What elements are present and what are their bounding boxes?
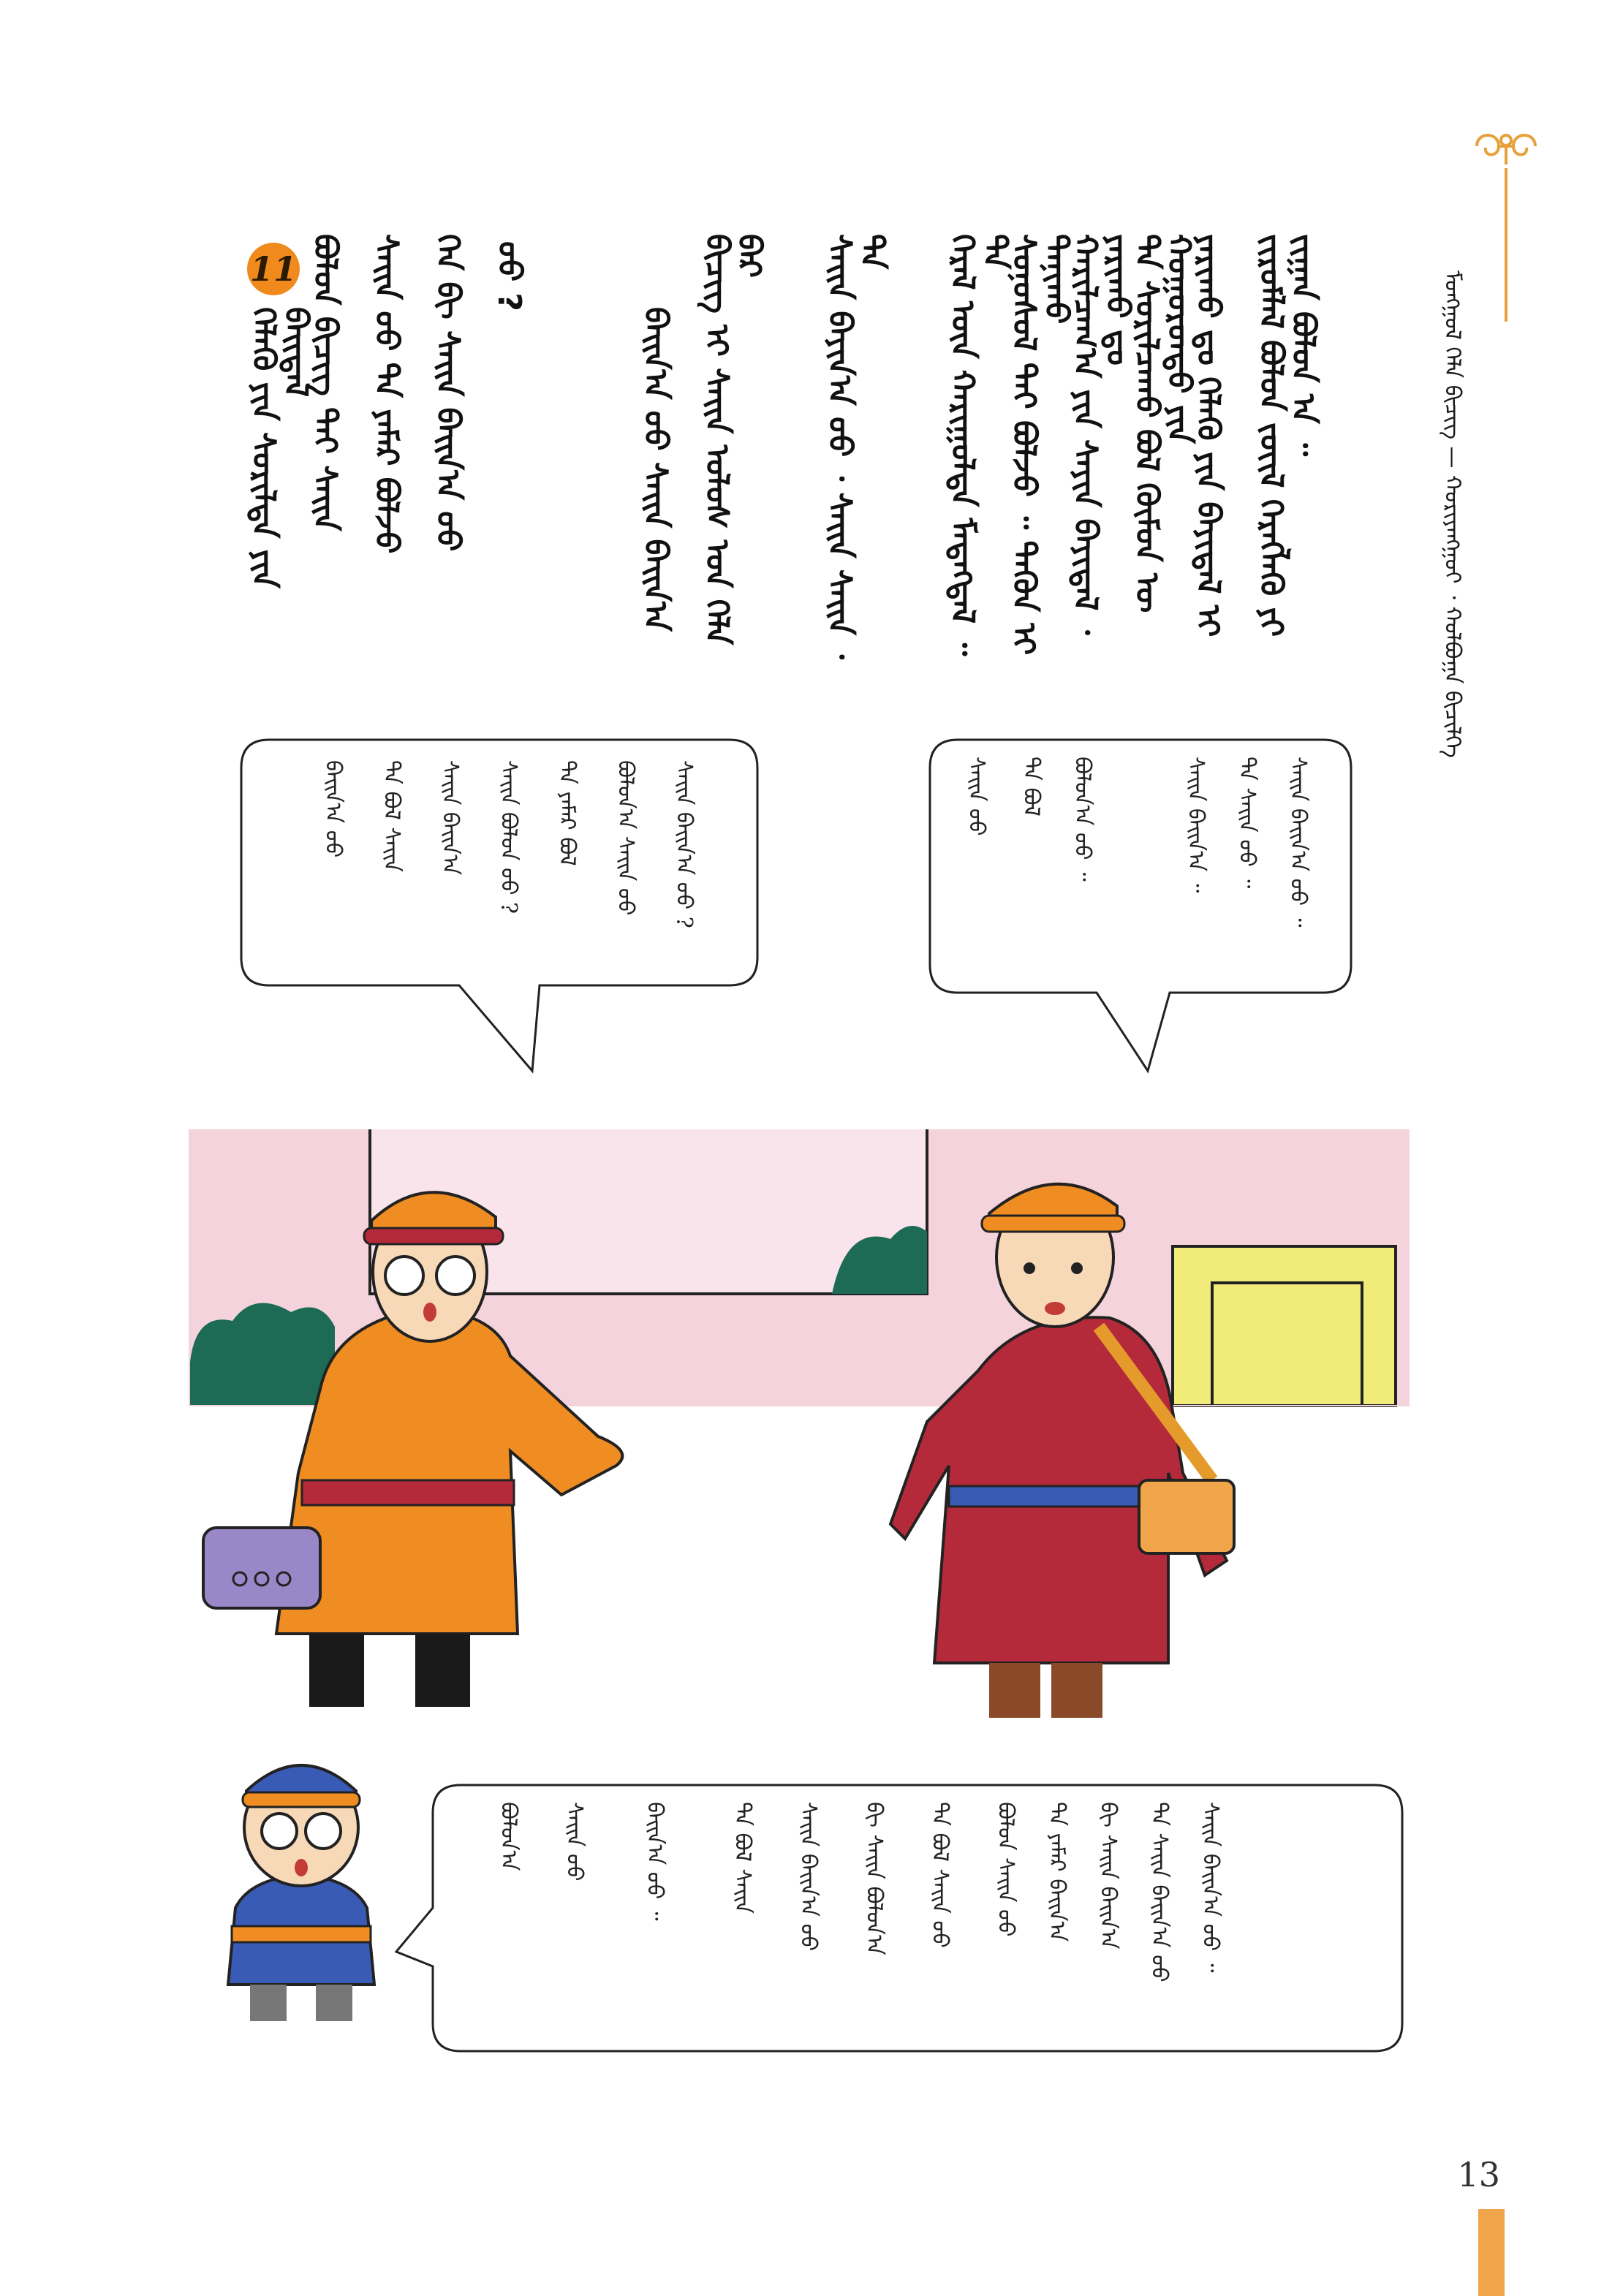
body-column: ᠭᠡᠷᠡᠯ ᠦᠨ ᠬᠠᠷᠢᠭᠤᠯᠲᠠ ᠮᠡᠳᠡᠭᠳᠡᠯ ᠃ ᠲᠠ xyxy=(944,234,1013,656)
bubble-column: ᠰᠠᠢᠨ ᠤᠤ xyxy=(964,757,989,836)
bubble-column: ᠪᠣᠯᠤᠨ᠎ᠠ xyxy=(496,1802,521,1871)
bubble-column: ᠰᠠᠢᠨ ᠪᠠᠢᠨ᠎ᠠ ᠤᠤ ᠃ xyxy=(1198,1802,1223,1973)
bubble-column: ᠲᠠ ᠰᠠᠢᠨ ᠪᠠᠢᠨ᠎ᠠ ᠤᠤ xyxy=(1146,1802,1172,1982)
question-column: ᠰᠠᠢᠨ ᠤᠤ ᠲᠠ ᠶᠠᠮᠠᠷ ᠪᠣᠯᠵᠤ xyxy=(368,234,405,554)
body-column: ᠰᠠᠢᠨ ᠪᠠᠶᠢᠨ᠎ᠠ ᠤᠤ ᠂ ᠰᠠᠢᠨ ᠰᠠᠢᠨ ᠂ ᠲᠠ xyxy=(821,234,890,660)
question-column: ᠤᠤ ? xyxy=(491,241,528,311)
bubble-column: ᠲᠠ ᠪᠣᠯ ᠰᠠᠢᠨ ᠤᠤ xyxy=(927,1802,953,1948)
header-vertical-rule xyxy=(1505,168,1507,322)
body-column: ᠰᠣᠨᠤᠰᠤᠯ ᠲᠠᠢ ᠪᠣᠯᠵᠤ ᠃ ᠲᠡᠭᠦᠨ ᠢ ᠲᠠᠨᠢᠬᠤ xyxy=(1005,234,1075,656)
boy-blue-robe xyxy=(206,1740,396,2039)
bubble-column: ᠲᠠ ᠪᠣᠯ xyxy=(1018,757,1044,817)
bubble-column: ᠪᠠᠢᠨ᠎ᠠ ᠤᠤ ᠃ xyxy=(642,1802,667,1921)
bubble-column: ᠰᠠᠢᠨ ᠤᠤ xyxy=(561,1802,587,1882)
bubble-column: ᠲᠠ ᠪᠣᠯ ᠰᠠᠢᠨ xyxy=(379,760,404,872)
bubble-column: ᠰᠠᠢᠨ ᠪᠠᠢᠨ᠎ᠠ xyxy=(437,760,463,876)
speech-bubble-bottom xyxy=(395,1784,1404,2054)
body-column: ᠵᠢᠷᠤᠮᠯᠠᠯ ᠪᠣᠯᠤᠨ ᠵᠦᠢᠯ ᠬᠡᠷᠡᠭᠯᠡᠬᠦ ᠶᠢ ᠵᠢᠭᠠᠨ ᠪᠣᠯᠣᠨ ᠠ ᠃ xyxy=(1252,234,1322,637)
bubble-column: ᠰᠠᠢᠨ ᠪᠠᠢᠨ᠎ᠠ ᠤᠤ ? xyxy=(671,760,697,928)
bubble-column: ᠪᠣᠯᠤᠨ ᠰᠠᠢᠨ ᠤᠤ xyxy=(993,1802,1018,1937)
bubble-column: ᠲᠠ ᠶᠠᠮᠠᠷ ᠪᠠᠢᠨ᠎ᠠ xyxy=(1044,1802,1070,1942)
body-column: ᠪᠠᠢᠨ᠎ᠠ ᠤᠤ ᠰᠠᠢᠨ ᠪᠠᠢᠨ᠎ᠠ xyxy=(637,307,674,632)
bubble-column: ᠪᠠᠢᠨ᠎ᠠ ᠤᠤ xyxy=(320,760,346,858)
bubble-column: ᠪᠣᠯᠤᠨ᠎ᠠ ᠰᠠᠢᠨ ᠤᠤ xyxy=(613,760,638,916)
bubble-column: ᠪᠢ ᠰᠠᠢᠨ ᠪᠠᠢᠨ᠎ᠠ xyxy=(1095,1802,1121,1950)
page-number: 13 xyxy=(1457,2155,1500,2194)
bubble-column: ᠪᠣᠯᠤᠨ᠎ᠠ ᠤᠤ ᠃ xyxy=(1070,757,1095,882)
bubble-column: ᠰᠠᠢᠨ ᠪᠣᠯᠤᠨ ᠤᠤ ? xyxy=(496,760,521,914)
ornament-icon xyxy=(1469,124,1543,168)
header-title: ᠮᠣᠩᠭᠣᠯ ᠬᠡᠯᠡ ᠪᠢᠴᠢᠭ — ᠬᠤᠷᠢᠶᠠᠩᠭᠤᠢ ᠂ ᠬᠣᠯᠪᠣᠭᠠ ᠪᠢᠴᠢᠯᠭᠡ xyxy=(1439,270,1465,758)
question-column: ᠬᠡᠨ ᠪᠢ ᠰᠠᠢᠨ ᠪᠠᠢᠨ᠎ᠠ ᠤᠤ xyxy=(429,234,466,552)
bubble-column: ᠰᠠᠢᠨ ᠪᠠᠢᠨ᠎ᠠ ᠤᠤ xyxy=(795,1802,821,1952)
question-column: ᠬᠡᠯᠡᠬᠦ ᠶᠢᠨ ᠰᠣᠷᠢᠯᠲᠠ ᠶᠢᠨ ᠪᠠᠢᠳᠠᠯ xyxy=(245,307,314,588)
lesson-number-badge: 11 xyxy=(247,243,300,295)
bubble-column: ᠲᠠ ᠪᠣᠯ ᠰᠠᠢᠨ xyxy=(730,1802,755,1914)
street-illustration xyxy=(189,1129,1410,1729)
bubble-column: ᠰᠠᠢᠨ ᠪᠠᠢᠨ᠎ᠠ ᠃ xyxy=(1183,757,1208,893)
bubble-column: ᠰᠠᠢᠨ ᠪᠠᠢᠨ᠎ᠠ ᠤᠤ ᠃ xyxy=(1285,757,1311,928)
body-column: ᠶᠠᠷᠢᠬᠤ ᠳᠤ ᠬᠡᠯᠡᠬᠦ ᠶᠢᠨ ᠪᠠᠶᠢᠳᠠᠯ ᠢ xyxy=(1189,234,1227,637)
question-column: ᠪᠣᠯᠤᠨ ᠪᠢᠴᠢᠭ ᠲᠠᠢ ᠰᠠᠢᠨ xyxy=(306,234,344,531)
bubble-column: ᠲᠠ ᠰᠠᠢᠨ ᠤᠤ ᠃ xyxy=(1234,757,1260,889)
page-edge-tab xyxy=(1478,2209,1505,2296)
bubble-column: ᠲᠠ ᠶᠠᠮᠠᠷ ᠪᠣᠯ xyxy=(554,760,580,866)
bubble-column: ᠪᠢ ᠰᠠᠢᠨ ᠪᠣᠯᠤᠨ᠎ᠠ xyxy=(861,1802,887,1955)
body-column: ᠲᠠ ᠰᠣᠷᠢᠯᠴᠠᠬᠤ ᠪᠣᠯ ᠬᠦᠮᠦᠨ ᠦ ᠬᠣᠭᠣᠷᠣᠨᠳᠣ ᠶᠢᠨ xyxy=(1128,234,1198,613)
body-column: ᠬᠠᠷᠢᠯᠴᠠᠭ᠎ᠠ ᠶᠢᠨ ᠰᠠᠶᠢᠨ ᠪᠠᠶᠢᠳᠠᠯ ᠂ ᠶᠠᠷᠢᠬᠤ ᠳᠤ xyxy=(1067,234,1136,635)
body-column: ᠪᠢᠴᠢᠭ ᠢ ᠰᠠᠢᠨ ᠤᠯᠤᠰ ᠤᠨ ᠬᠡᠯᠡ ᠪᠡᠷ xyxy=(698,234,768,645)
